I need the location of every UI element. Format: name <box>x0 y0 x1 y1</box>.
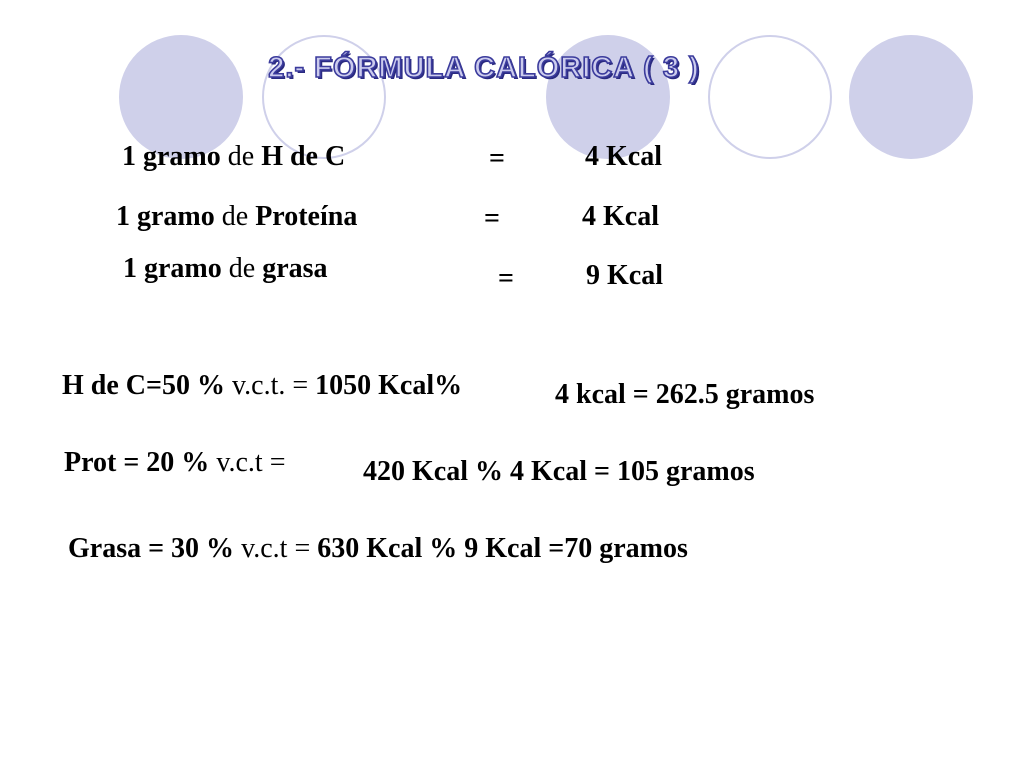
kcal-value: 4 Kcal <box>585 141 662 172</box>
vct-text: v.c.t. = <box>231 370 309 401</box>
grams-result: 4 Kcal = 105 gramos <box>510 456 755 487</box>
nutrient-text: H de C <box>261 141 346 172</box>
nutrient-text: Proteína <box>255 201 358 232</box>
calculation-row-fat <box>68 535 688 563</box>
calculation-result-protein <box>363 458 755 486</box>
kcal-total: 1050 Kcal% <box>315 370 463 401</box>
calculation-row-carbs <box>62 372 462 400</box>
vct-text: v.c.t = <box>216 447 286 478</box>
kcal-total: 630 Kcal % <box>317 533 458 564</box>
calc-label: Grasa = 30 % <box>68 533 235 564</box>
calculation-row-protein <box>64 449 286 477</box>
amount-text: 1 gramo <box>123 253 222 284</box>
equivalence-row-protein <box>116 203 357 231</box>
nutrient-text: grasa <box>262 253 328 284</box>
grams-result: 4 kcal = 262.5 gramos <box>555 379 815 410</box>
kcal-total: 420 Kcal % <box>363 456 503 487</box>
grams-result: 9 Kcal =70 gramos <box>464 533 688 564</box>
kcal-value: 4 Kcal <box>582 201 659 232</box>
calc-label: H de C=50 % <box>62 370 225 401</box>
equivalence-row-carbs <box>122 143 345 171</box>
equals-sign: = <box>489 143 505 174</box>
equals-sign: = <box>498 263 514 294</box>
calc-label: Prot = 20 % <box>64 447 210 478</box>
equals-sign: = <box>484 203 500 234</box>
connector-text: de <box>228 253 256 284</box>
equivalence-row-fat <box>123 255 328 283</box>
vct-text: v.c.t = <box>241 533 311 564</box>
amount-text: 1 gramo <box>122 141 221 172</box>
connector-text: de <box>221 201 249 232</box>
connector-text: de <box>227 141 255 172</box>
amount-text: 1 gramo <box>116 201 215 232</box>
kcal-value: 9 Kcal <box>586 260 663 291</box>
slide-title: 2.- FÓRMULA CALÓRICA ( 3 ) <box>268 52 700 84</box>
